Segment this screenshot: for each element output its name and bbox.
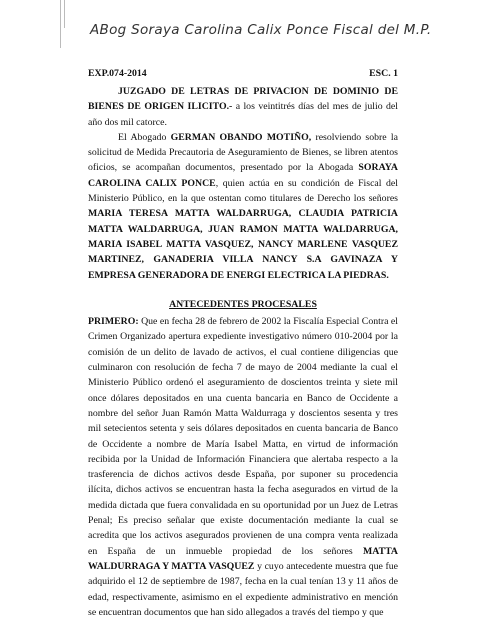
handwritten-note: ABog Soraya Carolina Calix Ponce Fiscal del M.P. [90,22,432,38]
margin-line [64,0,65,28]
first-antecedent-paragraph: PRIMERO: Que en fecha 28 de febrero de 2002 la Fiscalía Especial Contra el Crimen Organizado apertura expediente investigativo número 010-2004 por la comisión de un delito de lavado de activos, el cual contiene diligencias que culminaron con resolución de fecha 7 de mayo de 2004 mediante la cual el Ministerio Público ordenó el aseguramiento de doscientos treinta y siete mil once dólares depositados en una cuenta bancaria en Banco de Occidente a nombre del señor Juan Ramón Matta Waldurraga y doscientos sesenta y tres mil setecientos setenta y seis dólares depositados en cuenta bancaria de Banco de Occidente a nombre de María Isabel Matta, en virtud de información recibida por la Unidad de Información Financiera que alertaba respecto a la trasferencia de dichos activos desde España, por suponer su procedencia ilícita, dichos activos se encuentran hasta la fecha asegurados en virtud de la medida dictada que fuera convalidada en su oportunidad por un Juez de Letras Penal; Es preciso señalar que existe documentación mediante la cual se acredita que los activos asegurados provienen de una compra venta realizada en España de un inmueble propiedad de los señores MATTA WALDURRAGA Y MATTA VASQUEZ y cuyo antecedente muestra que fue adquirido el 12 de septiembre de 1987, fecha en la cual tenían 13 y 11 años de edad, respectivamente, asimismo en el expediente administrativo en mención se encuentran documentos que han sido allegados a través del tiempo y que [88,316,398,618]
resolution-paragraph: El Abogado GERMAN OBANDO MOTIÑO, resolviendo sobre la solicitud de Medida Precautoria de Aseguramiento de Bienes, se libren atentos oficios, se acompañan documentos, presentado por la Abogada SORAYA CAROLINA CALIX PONCE, quien actúa en su condición de Fiscal del Ministerio Público, en la que ostentan como titulares de Derecho los señores MARIA TERESA MATTA WALDARRUGA, CLAUDIA PATRICIA MATTA WALDARRUGA, JUAN RAMON MATTA WALDARRUGA, MARIA ISABEL MATTA VASQUEZ, NANCY MARLENE VASQUEZ MARTINEZ, GANADERIA VILLA NANCY S.A GAVINAZA Y EMPRESA GENERADORA DE ENERGI ELECTRICA LA PIEDRAS. [88,131,398,281]
date-text: a los veintitrés días del mes de julio del año dos mil catorce. [88,101,398,128]
document-body [88,84,398,620]
prosecutor-name: SORAYA CAROLINA CALIX PONCE [88,162,398,189]
case-number: EXP.074-2014 [88,68,147,79]
margin-line [60,0,61,48]
intro-paragraph [88,84,398,130]
first-label: PRIMERO: [88,316,139,328]
document-header [88,68,398,79]
section-title: ANTECEDENTES PROCESALES [169,298,317,310]
court-name: JUZGADO DE LETRAS DE PRIVACION DE DOMINIO DE BIENES DE ORIGEN ILICITO.- [88,86,398,113]
judge-name: GERMAN OBANDO MOTIÑO, [170,131,312,143]
owners-list: MARIA TERESA MATTA WALDARRUGA, CLAUDIA PATRICIA MATTA WALDARRUGA, JUAN RAMON MATTA WALDARRUGA, MARIA ISABEL MATTA VASQUEZ, NANCY MARLENE VASQUEZ MARTINEZ, GANADERIA VILLA NANCY S.A GAVINAZA Y EMPRESA GENERADORA DE ENERGI ELECTRICA LA PIEDRAS. [88,208,398,281]
owners-names: MATTA WALDURRAGA Y MATTA VASQUEZ [88,545,398,572]
document-sequence: ESC. 1 [369,68,398,79]
